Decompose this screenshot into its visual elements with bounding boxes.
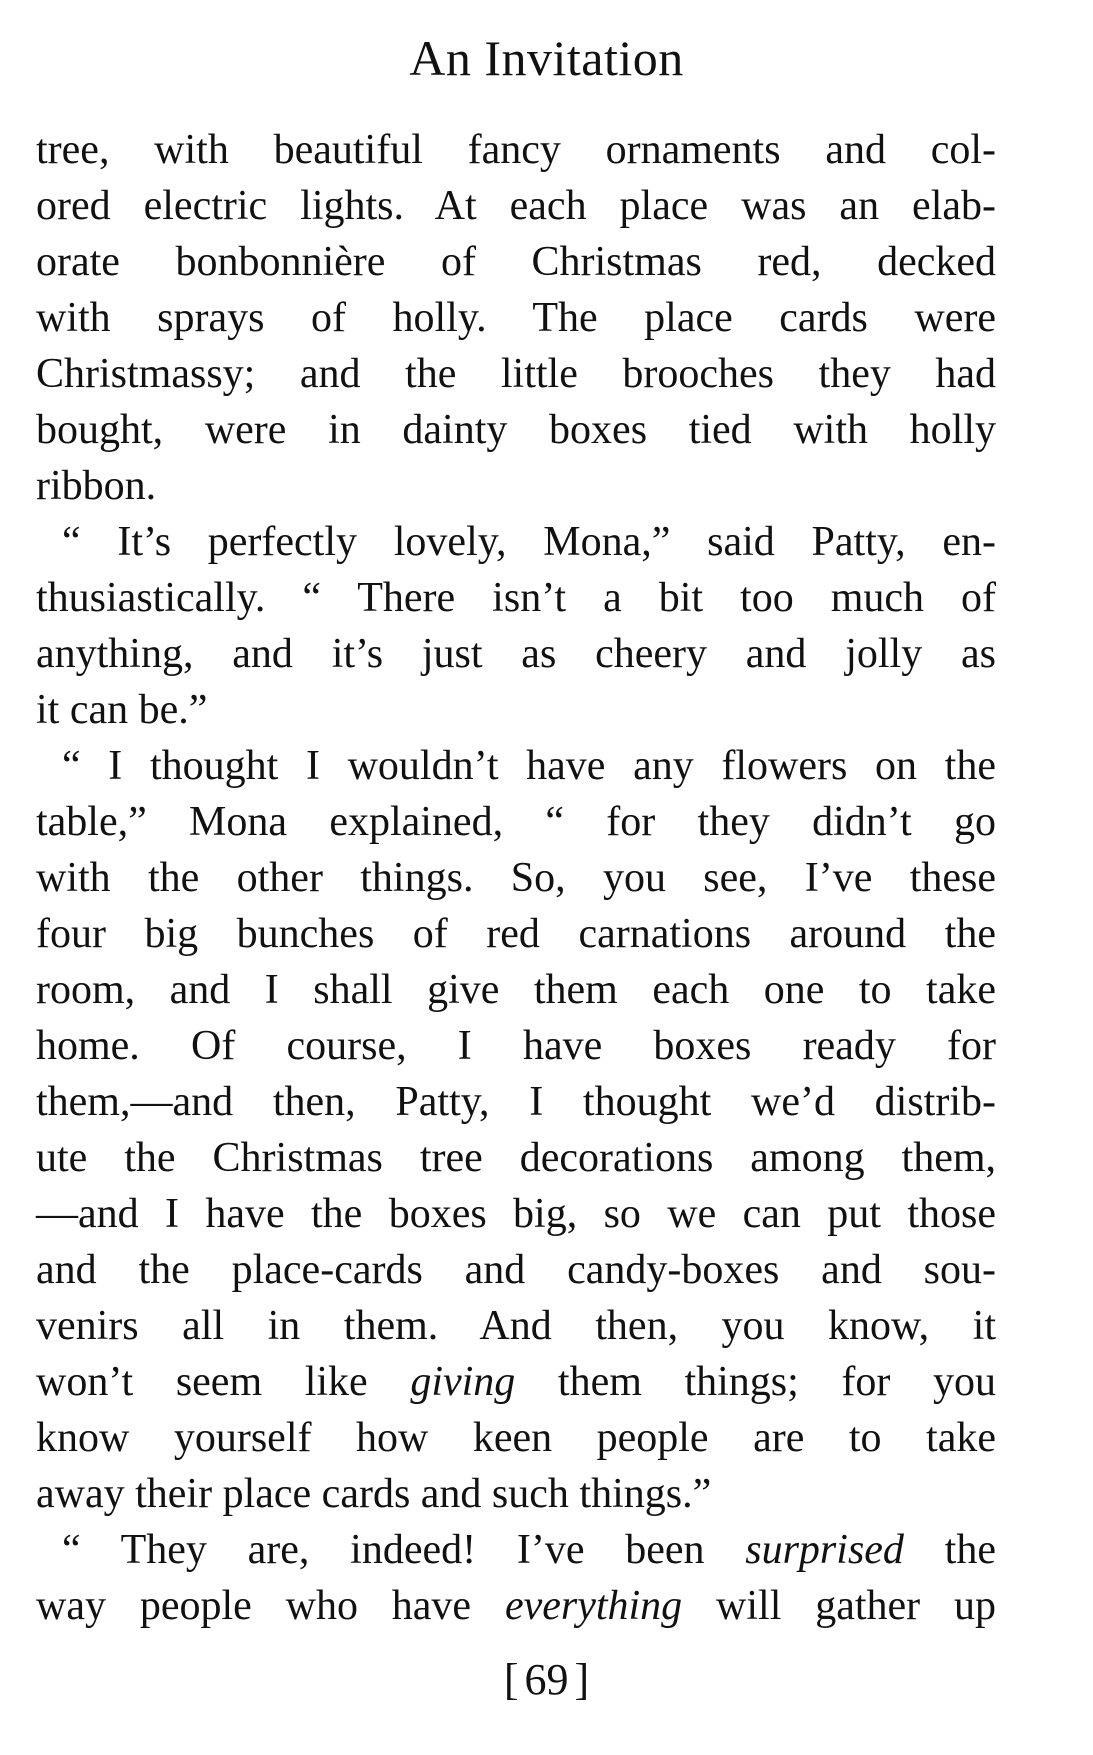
- text-line: home. Of course, I have boxes ready for: [36, 1023, 996, 1069]
- text-line: know yourself how keen people are to take: [36, 1415, 996, 1461]
- text-line: bought, were in dainty boxes tied with holly: [36, 407, 996, 453]
- text-line: orate bonbonnière of Christmas red, decked: [36, 239, 996, 285]
- text-line: ored electric lights. At each place was an elab-: [36, 183, 996, 229]
- italic-emphasis: everything: [504, 1583, 683, 1629]
- text-line: with the other things. So, you see, I’ve these: [36, 855, 996, 901]
- page-number: [0, 1652, 1093, 1708]
- text-line: ute the Christmas tree decorations among them,: [36, 1135, 996, 1181]
- text-segment: them things; for you: [515, 1359, 996, 1405]
- text-line: anything, and it’s just as cheery and jolly as: [36, 631, 996, 677]
- text-line: away their place cards and such things.”: [36, 1471, 712, 1517]
- text-line: table,” Mona explained, “ for they didn’t go: [36, 799, 996, 845]
- text-line: “ It’s perfectly lovely, Mona,” said Patty, en-: [62, 519, 996, 565]
- text-line: room, and I shall give them each one to take: [36, 967, 996, 1013]
- text-line: —and I have the boxes big, so we can put those: [36, 1191, 996, 1237]
- text-line: ribbon.: [36, 463, 157, 509]
- text-line: “ I thought I wouldn’t have any flowers on the: [62, 743, 996, 789]
- text-segment: way people who have: [36, 1583, 505, 1629]
- text-line: [36, 1578, 996, 1634]
- text-segment: won’t seem like: [36, 1359, 411, 1405]
- text-segment: “ They are, indeed! I’ve been: [62, 1527, 746, 1573]
- right-bracket: ]: [574, 1655, 590, 1704]
- body-text: [36, 122, 996, 1634]
- text-line: with sprays of holly. The place cards were: [36, 295, 996, 341]
- text-line: Christmassy; and the little brooches they had: [36, 351, 996, 397]
- text-line: [36, 1354, 996, 1410]
- page-number-value: 69: [524, 1655, 569, 1704]
- running-title: An Invitation: [409, 30, 684, 86]
- text-line: and the place-cards and candy-boxes and sou-: [36, 1247, 996, 1293]
- text-line: [36, 1522, 996, 1578]
- text-line: them,—and then, Patty, I thought we’d distrib-: [36, 1079, 996, 1125]
- text-line: venirs all in them. And then, you know, it: [36, 1303, 996, 1349]
- italic-emphasis: giving: [410, 1359, 516, 1405]
- text-line: thusiastically. “ There isn’t a bit too much of: [36, 575, 996, 621]
- left-bracket: [: [503, 1655, 519, 1704]
- text-line: tree, with beautiful fancy ornaments and col-: [36, 127, 996, 173]
- text-line: four big bunches of red carnations around the: [36, 911, 996, 957]
- italic-emphasis: surprised: [745, 1527, 904, 1573]
- text-line: it can be.”: [36, 687, 208, 733]
- text-segment: the: [903, 1527, 996, 1573]
- text-segment: will gather up: [682, 1583, 997, 1629]
